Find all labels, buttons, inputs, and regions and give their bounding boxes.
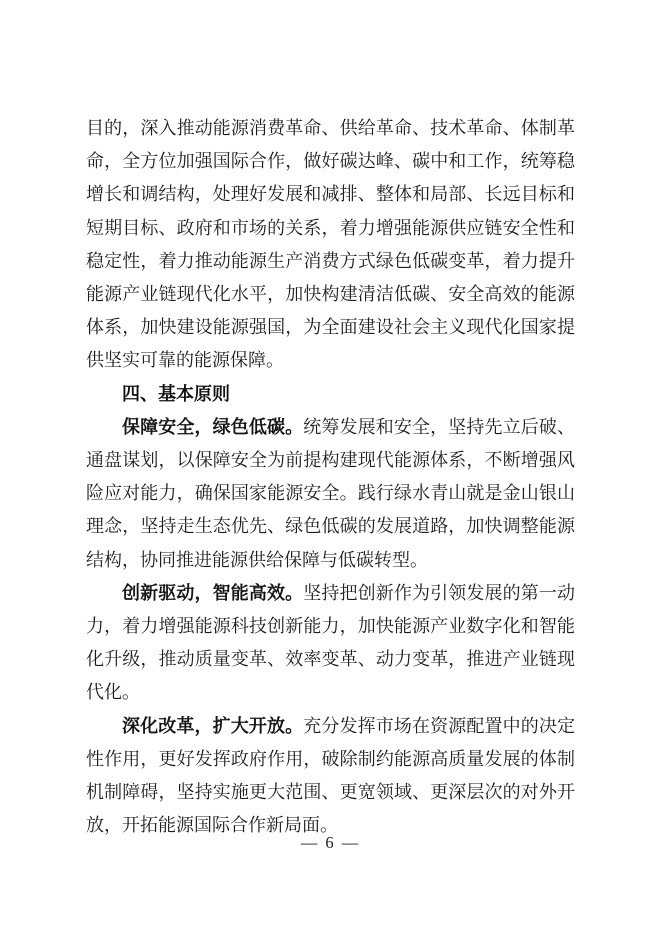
principle-text-innovation-driven: 坚持把创新作为引领发展的第一动力，着力增强能源科技创新能力，加快能源产业数字化和智能化升级，推动质量变革、效率变革、动力变革，推进产业链现代化。 <box>86 582 575 703</box>
page-number: — 6 — <box>300 833 361 852</box>
principle-text-security-low-carbon: 统筹发展和安全，坚持先立后破、通盘谋划，以保障安全为前提构建现代能源体系，不断增强风险应对能力，确保国家能源安全。践行绿水青山就是金山银山理念，坚持走生态优先、绿色低碳的发展道路，加快调整能源结构，协同推进能源供给保障与低碳转型。 <box>86 416 575 570</box>
principle-lead-security-low-carbon: 保障安全，绿色低碳。 <box>122 416 304 437</box>
document-text-block <box>86 112 575 842</box>
section-heading-basic-principles: 四、基本原则 <box>122 383 230 404</box>
principle-paragraph-reform-opening <box>86 710 575 843</box>
principle-paragraph-innovation-driven <box>86 577 575 710</box>
principle-lead-innovation-driven: 创新驱动，智能高效。 <box>122 582 304 603</box>
principle-text-reform-opening: 充分发挥市场在资源配置中的决定性作用，更好发挥政府作用，破除制约能源高质量发展的体制机制障碍，坚持实施更大范围、更宽领域、更深层次的对外开放，开拓能源国际合作新局面。 <box>86 715 575 836</box>
principle-paragraph-security-low-carbon <box>86 411 575 577</box>
continuation-paragraph: 目的，深入推动能源消费革命、供给革命、技术革命、体制革命，全方位加强国际合作，做好碳达峰、碳中和工作，统筹稳增长和调结构，处理好发展和减排、整体和局部、长远目标和短期目标、政府和市场的关系，着力增强能源供应链安全性和稳定性，着力推动能源生产消费方式绿色低碳变革，着力提升能源产业链现代化水平，加快构建清洁低碳、安全高效的能源体系，加快建设能源强国，为全面建设社会主义现代化国家提供坚实可靠的能源保障。 <box>86 118 575 371</box>
principle-lead-reform-opening: 深化改革，扩大开放。 <box>122 715 304 736</box>
